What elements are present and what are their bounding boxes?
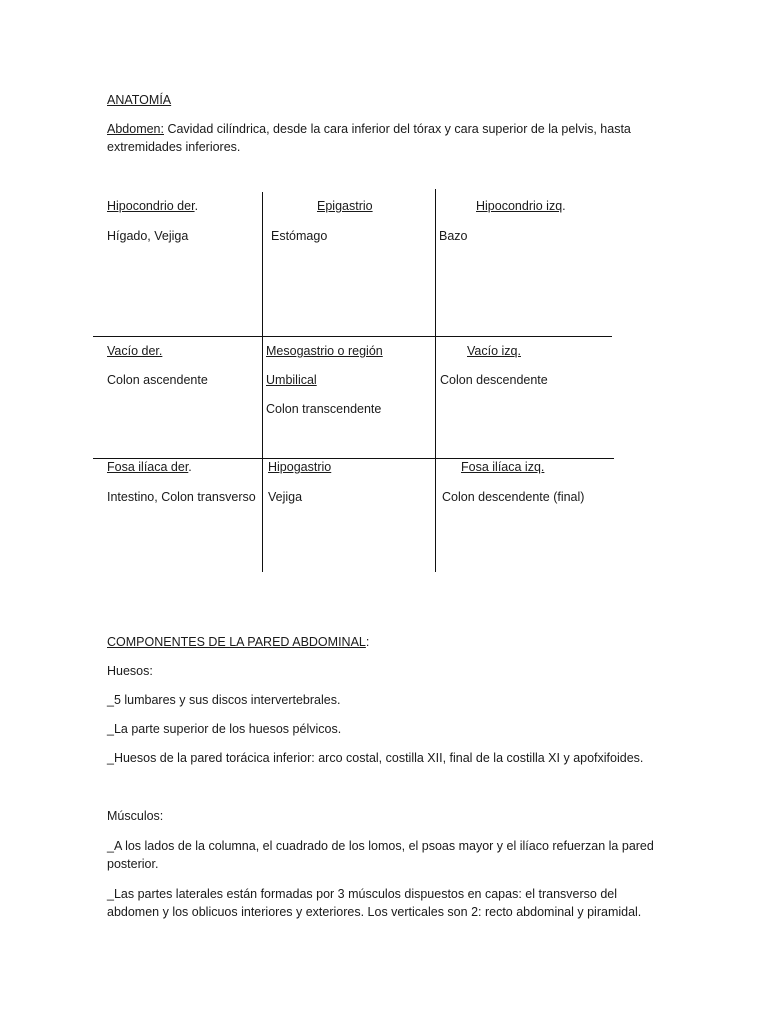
region-hipocondrio-izq-content: Bazo — [439, 229, 468, 243]
page-title: ANATOMÍA — [107, 93, 172, 107]
list-item: _5 lumbares y sus discos intervertebrales. — [107, 693, 341, 707]
region-hipocondrio-der-label: Hipocondrio der. — [107, 199, 199, 213]
list-item: _Las partes laterales están formadas por 3 músculos dispuestos en capas: el transverso del abdomen y los oblicuos interiores y exteriores. Los verticales son 2: recto abdominal y piramidal. — [107, 887, 642, 919]
abdomen-definition-line1 — [107, 121, 631, 137]
list-item: _La parte superior de los huesos pélvicos. — [107, 722, 342, 736]
region-hipogastrio-label: Hipogastrio — [268, 460, 332, 474]
huesos-label: Huesos: — [107, 664, 153, 678]
region-fosa-izq-content: Colon descendente (final) — [442, 490, 585, 504]
abdomen-label: Abdomen: — [107, 122, 164, 136]
region-fosa-der-label: Fosa ilíaca der. — [107, 460, 192, 474]
region-mesogastrio-label: Mesogastrio o región — [266, 344, 383, 358]
region-hipocondrio-der-content: Hígado, Vejiga — [107, 229, 189, 243]
region-hipogastrio-content: Vejiga — [268, 490, 303, 504]
region-vacio-izq-content: Colon descendente — [440, 373, 548, 387]
region-vacio-der-content: Colon ascendente — [107, 373, 208, 387]
region-vacio-izq-label: Vacío izq. — [467, 344, 521, 358]
region-vacio-der-label: Vacío der. — [107, 344, 163, 358]
list-item: _Huesos de la pared torácica inferior: arco costal, costilla XII, final de la costilla XI y apofxifoides. — [107, 751, 644, 765]
grid-divider-right — [435, 189, 436, 572]
region-fosa-izq-label: Fosa ilíaca izq. — [461, 460, 545, 474]
region-mesogastrio-label2: Umbilical — [266, 373, 317, 387]
region-mesogastrio-content: Colon transcendente — [266, 402, 382, 416]
components-heading: COMPONENTES DE LA PARED ABDOMINAL: — [107, 635, 370, 649]
grid-divider-left — [262, 192, 263, 572]
grid-divider-upper — [93, 336, 612, 337]
region-hipocondrio-izq-label: Hipocondrio izq. — [476, 199, 566, 213]
list-item: _A los lados de la columna, el cuadrado de los lomos, el psoas mayor y el ilíaco refuerzan la pared posterior. — [107, 839, 654, 871]
abdomen-definition-line2: extremidades inferiores. — [107, 140, 241, 154]
musculos-label: Músculos: — [107, 809, 164, 823]
region-fosa-der-content: Intestino, Colon transverso — [107, 490, 256, 504]
abdomen-text: Cavidad cilíndrica, desde la cara inferior del tórax y cara superior de la pelvis, hasta — [163, 122, 631, 136]
region-epigastrio-content: Estómago — [271, 229, 328, 243]
region-epigastrio-label: Epigastrio — [317, 199, 373, 213]
